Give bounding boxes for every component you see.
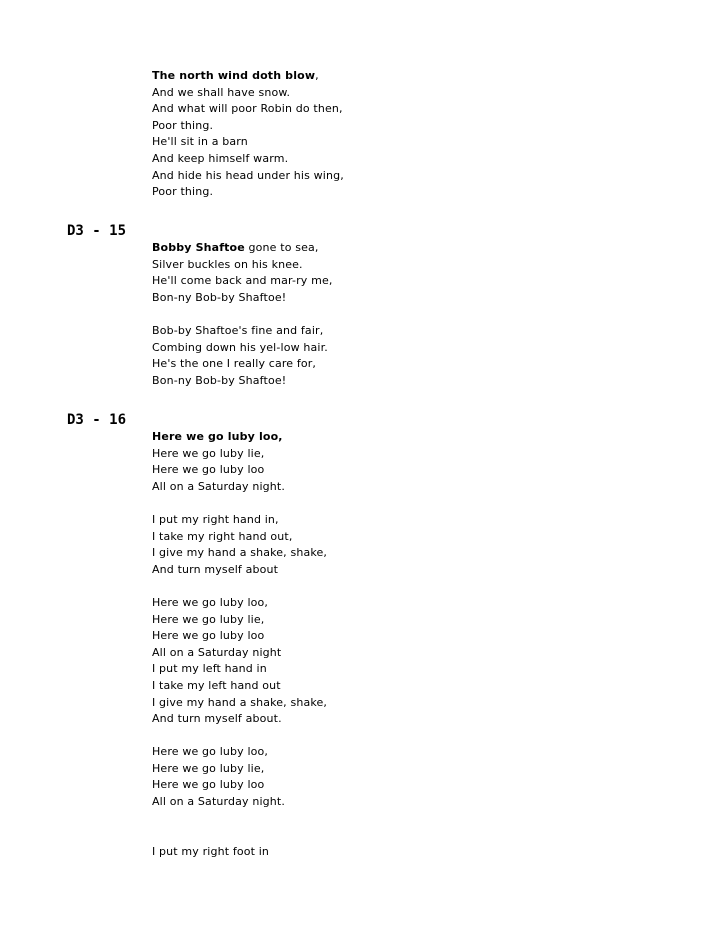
verse-line: All on a Saturday night: [152, 645, 282, 659]
verse-line: I take my left hand out: [152, 678, 281, 692]
verse-line: And what will poor Robin do then,: [152, 102, 343, 116]
stanza-gap: [152, 306, 672, 323]
verse-line: And keep himself warm.: [152, 151, 289, 165]
verse-line: Here we go luby lie,: [152, 612, 265, 626]
verse-line: Combing down his yel-low hair.: [152, 340, 328, 354]
verse-line: All on a Saturday night.: [152, 479, 286, 493]
verse-line: I put my right foot in: [152, 844, 270, 858]
verse-line: He's the one I really care for,: [152, 357, 317, 371]
verse-line: And turn myself about.: [152, 712, 282, 726]
verse-line: [152, 429, 672, 446]
verse-line: Here we go luby loo,: [152, 595, 269, 609]
stanza-gap: [152, 827, 672, 844]
verse-line: Here we go luby loo: [152, 463, 265, 477]
verse-line: The north wind doth blow,: [152, 69, 319, 82]
verse-line: I give my hand a shake, shake,: [152, 695, 328, 709]
verse-line: I put my right hand in,: [152, 512, 279, 526]
verse-line: I give my hand a shake, shake,: [152, 546, 328, 560]
verse-line: And we shall have snow.: [152, 85, 291, 99]
verse-line: Poor thing.: [152, 185, 214, 199]
verse-line: He'll sit in a barn: [152, 135, 248, 149]
verse-line: Here we go luby loo,: [152, 745, 269, 759]
verse-luby-loo: [152, 429, 672, 860]
verse-line: Silver buckles on his knee.: [152, 257, 303, 271]
section-heading-d3-15: D3 - 15: [67, 223, 127, 239]
verse-line: And hide his head under his wing,: [152, 168, 344, 182]
verse-line: And turn myself about: [152, 562, 279, 576]
verse-bobby-shaftoe: [152, 240, 672, 389]
verse-line: Here we go luby lie,: [152, 761, 265, 775]
verse-line: Bon-ny Bob-by Shaftoe!: [152, 290, 287, 304]
verse-north-wind: [152, 68, 672, 201]
verse-title: Bobby Shaftoe: [152, 241, 245, 254]
stanza-gap: [152, 811, 672, 828]
verse-line: He'll come back and mar-ry me,: [152, 274, 333, 288]
verse-line: I put my left hand in: [152, 662, 267, 676]
verse-line: Bobby Shaftoe gone to sea,: [152, 241, 319, 254]
verse-line: Here we go luby loo: [152, 629, 265, 643]
stanza-gap: [152, 578, 672, 595]
verse-line: I take my right hand out,: [152, 529, 293, 543]
stanza-gap: [152, 728, 672, 745]
verse-title: Here we go luby loo,: [152, 430, 283, 443]
section-heading-d3-16: D3 - 16: [67, 412, 127, 428]
verse-line: Here we go luby loo: [152, 778, 265, 792]
stanza-gap: [152, 495, 672, 512]
verse-line: Poor thing.: [152, 118, 214, 132]
verse-line: Bon-ny Bob-by Shaftoe!: [152, 373, 287, 387]
verse-title: The north wind doth blow: [152, 69, 316, 82]
verse-line: Bob-by Shaftoe's fine and fair,: [152, 323, 324, 337]
verse-line: All on a Saturday night.: [152, 795, 286, 809]
verse-line: Here we go luby lie,: [152, 446, 265, 460]
